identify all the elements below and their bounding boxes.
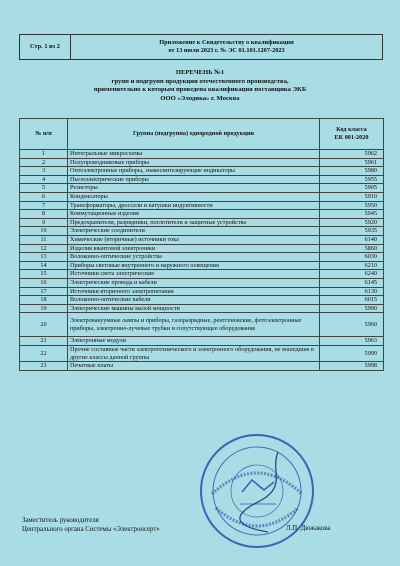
- row-group: Конденсаторы: [68, 192, 320, 201]
- table-row: [20, 278, 384, 287]
- row-group: Источники вторичного электропитания: [68, 287, 320, 296]
- row-number: 6: [20, 192, 68, 201]
- row-number: 12: [20, 244, 68, 253]
- row-number: 20: [20, 313, 68, 337]
- row-number: 23: [20, 362, 68, 371]
- row-number: 5: [20, 184, 68, 193]
- row-code: 5910: [320, 192, 384, 201]
- table-row: [20, 362, 384, 371]
- row-code: 5920: [320, 218, 384, 227]
- row-group: Изделия квантовой электроники: [68, 244, 320, 253]
- column-header-code: [320, 119, 384, 150]
- row-group: Электрические провода и кабели: [68, 278, 320, 287]
- row-code: 6210: [320, 261, 384, 270]
- title-line-3: применительно к которым проведена квалификация поставщика ЭКБ: [93, 86, 307, 94]
- row-number: 7: [20, 201, 68, 210]
- appendix-line-2: от 13 июля 2023 г. № ЭС 01.101.1207-2023: [168, 47, 285, 54]
- table-row: [20, 253, 384, 262]
- row-number: 14: [20, 261, 68, 270]
- row-group: Приборы световые внутреннего и наружного освещения: [68, 261, 320, 270]
- row-group: Предохранители, разрядники, поглотители и защитные устройства: [68, 218, 320, 227]
- signatory-block: [22, 516, 160, 534]
- row-number: 1: [20, 150, 68, 159]
- row-code: 5960: [320, 313, 384, 337]
- row-group: Электрические соединители: [68, 227, 320, 236]
- appendix-line-1: Приложение к Свидетельству о квалификации: [159, 39, 294, 46]
- page-number: Стр. 1 из 2: [20, 35, 71, 60]
- row-group: Оптоэлектронные приборы, знакосинтезирующие индикаторы: [68, 167, 320, 176]
- row-group: Трансформаторы, дроссели и катушки индуктивности: [68, 201, 320, 210]
- row-number: 10: [20, 227, 68, 236]
- row-code: 6030: [320, 253, 384, 262]
- row-number: 19: [20, 304, 68, 313]
- row-number: 13: [20, 253, 68, 262]
- row-group: Электронные модули: [68, 337, 320, 346]
- header-box: [19, 34, 383, 60]
- code-header-line-1: Код класса: [336, 126, 367, 133]
- table-row: [20, 227, 384, 236]
- row-code: 5950: [320, 201, 384, 210]
- table-body: [20, 150, 384, 371]
- title-line-2: групп и подгрупп продукции отечественного производства,: [111, 77, 289, 85]
- table-row: [20, 304, 384, 313]
- table-row: [20, 345, 384, 362]
- signatory-name: Л.П. Дюжакова: [286, 525, 331, 532]
- row-number: 8: [20, 210, 68, 219]
- row-number: 3: [20, 167, 68, 176]
- row-group: Прочие составные части электротехнического и электронного оборудования, не вошедшие в другие классы данной группы: [68, 345, 320, 362]
- product-groups-table: [19, 118, 384, 371]
- title-line-4: ООО «Элодика» г. Москва: [160, 94, 240, 102]
- row-code: 5999: [320, 345, 384, 362]
- row-group: Интегральные микросхемы: [68, 150, 320, 159]
- table-header-row: [20, 119, 384, 150]
- table-row: [20, 150, 384, 159]
- table-row: [20, 201, 384, 210]
- row-group: Резисторы: [68, 184, 320, 193]
- table-row: [20, 175, 384, 184]
- row-code: 6130: [320, 287, 384, 296]
- table-row: [20, 167, 384, 176]
- table-row: [20, 192, 384, 201]
- row-code: 6145: [320, 278, 384, 287]
- row-code: 5990: [320, 304, 384, 313]
- column-header-number: № п/п: [20, 119, 68, 150]
- table-row: [20, 184, 384, 193]
- code-header-line-2: ЕК 001-2020: [334, 134, 369, 141]
- row-number: 21: [20, 337, 68, 346]
- row-number: 9: [20, 218, 68, 227]
- row-group: Коммутационные изделия: [68, 210, 320, 219]
- row-code: 5945: [320, 210, 384, 219]
- row-group: Источники света электрические: [68, 270, 320, 279]
- row-code: 5961: [320, 158, 384, 167]
- signatory-position-line-2: Центрального органа Системы «Электронсерт»: [22, 526, 160, 533]
- row-code: 5935: [320, 227, 384, 236]
- document-title: [60, 69, 340, 103]
- row-code: 5963: [320, 337, 384, 346]
- title-line-1: ПЕРЕЧЕНЬ №1: [175, 69, 225, 76]
- table-row: [20, 261, 384, 270]
- signatory-position-line-1: Заместитель руководителя: [22, 517, 99, 524]
- row-number: 11: [20, 235, 68, 244]
- row-group: Электрические машины малой мощности: [68, 304, 320, 313]
- row-number: 2: [20, 158, 68, 167]
- row-group: Электровакуумные лампы и приборы, газоразрядные, рентгеновские, фотоэлектронные приборы, электронно-лучевые трубки и сопутствующее оборудование: [68, 313, 320, 337]
- row-code: 6015: [320, 296, 384, 305]
- table-row: [20, 270, 384, 279]
- table-row: [20, 244, 384, 253]
- row-group: Пьезоэлектрические приборы: [68, 175, 320, 184]
- table-row: [20, 235, 384, 244]
- official-stamp-seal: [198, 432, 316, 550]
- row-group: Волоконно-оптические устройства: [68, 253, 320, 262]
- row-code: 5955: [320, 175, 384, 184]
- row-number: 17: [20, 287, 68, 296]
- row-code: 6240: [320, 270, 384, 279]
- table-row: [20, 313, 384, 337]
- row-code: 5905: [320, 184, 384, 193]
- row-group: Полупроводниковые приборы: [68, 158, 320, 167]
- row-code: 6140: [320, 235, 384, 244]
- row-code: 5998: [320, 362, 384, 371]
- table-row: [20, 287, 384, 296]
- row-number: 4: [20, 175, 68, 184]
- row-group: Печатные платы: [68, 362, 320, 371]
- table-row: [20, 337, 384, 346]
- table-row: [20, 210, 384, 219]
- row-group: Волоконно-оптические кабели: [68, 296, 320, 305]
- row-number: 18: [20, 296, 68, 305]
- table-row: [20, 158, 384, 167]
- row-number: 16: [20, 278, 68, 287]
- row-code: 5860: [320, 244, 384, 253]
- row-group: Химические (вторичные) источники тока: [68, 235, 320, 244]
- row-code: 5980: [320, 167, 384, 176]
- row-number: 22: [20, 345, 68, 362]
- row-number: 15: [20, 270, 68, 279]
- table-row: [20, 296, 384, 305]
- table-row: [20, 218, 384, 227]
- appendix-reference: [71, 35, 383, 60]
- row-code: 5962: [320, 150, 384, 159]
- column-header-group: Группа (подгруппа) однородной продукции: [68, 119, 320, 150]
